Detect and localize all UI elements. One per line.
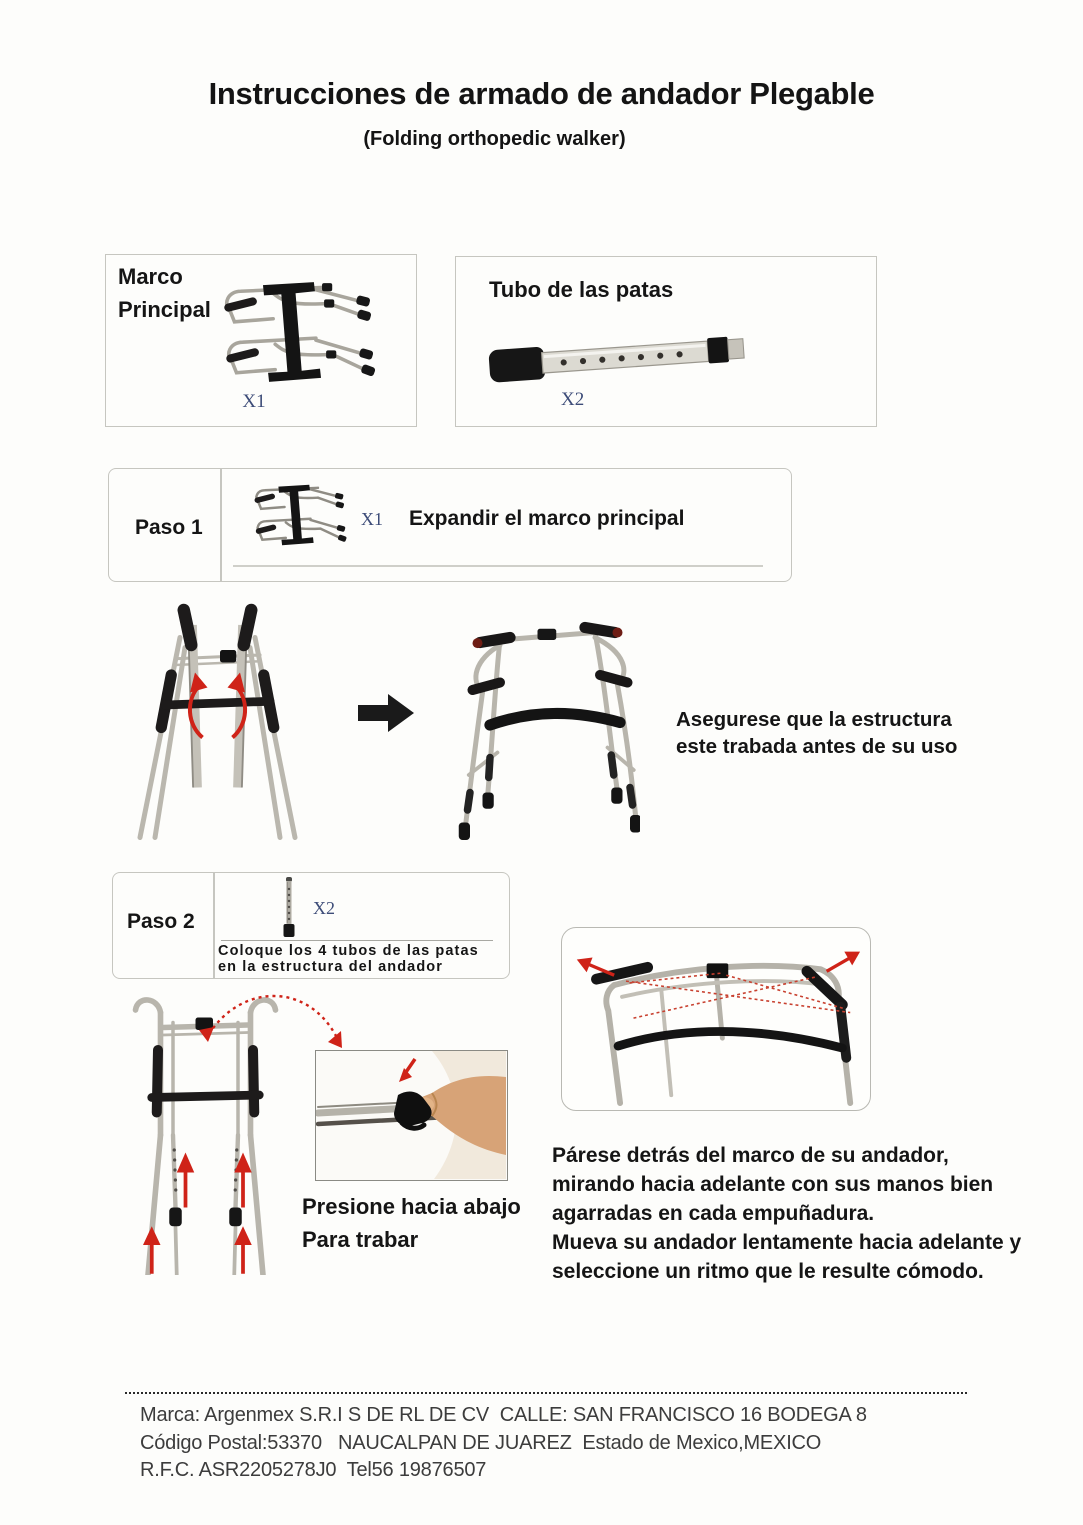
step2-divider [213, 873, 215, 978]
step2-label: Paso 2 [127, 910, 195, 933]
footer-line3: R.F.C. ASR2205278J0 Tel56 19876507 [140, 1459, 487, 1481]
step2-box [112, 872, 510, 979]
leg-tube-image [486, 315, 756, 393]
part-frame-qty: X1 [242, 391, 266, 412]
usage-line4: Mueva su andador lentamente hacia adelante y [552, 1231, 1022, 1254]
right-arrow-icon [358, 692, 414, 734]
expanded-walker-image [445, 610, 640, 855]
step2-instruction [218, 943, 479, 975]
press-caption-line2: Para trabar [302, 1227, 419, 1252]
leg-tube-thumbnail [281, 877, 297, 939]
step1-label: Paso 1 [135, 516, 203, 539]
step1-underline [233, 565, 763, 567]
usage-line2: mirando hacia adelante con sus manos bien [552, 1173, 994, 1196]
folded-frame-image [208, 277, 376, 387]
step1-qty: X1 [361, 509, 383, 529]
step1-frame-thumbnail [245, 481, 347, 549]
page-subtitle: (Folding orthopedic walker) [363, 128, 626, 150]
dotted-arc-arrow-icon [195, 978, 350, 1053]
footer-divider [125, 1392, 967, 1394]
footer-line1: Marca: Argenmex S.R.I S DE RL DE CV CALLE: SAN FRANCISCO 16 BODEGA 8 [140, 1404, 867, 1426]
step2-underline [221, 940, 493, 941]
usage-paragraph [552, 1141, 1021, 1286]
press-caption [302, 1190, 521, 1256]
footer-line2: Código Postal:53370 NAUCALPAN DE JUAREZ Estado de Mexico,MEXICO [140, 1431, 822, 1454]
step1-note-line1: Asegurese que la estructura [676, 708, 952, 731]
step2-qty: X2 [313, 898, 335, 918]
part-leg-tube-qty: X2 [561, 389, 585, 410]
part-leg-tube-label: Tubo de las patas [489, 277, 674, 302]
step2-instruction-line1: Coloque los 4 tubos de las patas [218, 943, 479, 959]
part-box-leg-tube [455, 256, 877, 427]
folded-walker-image [120, 600, 315, 850]
press-caption-line1: Presione hacia abajo [302, 1194, 521, 1219]
part-frame-label: Marco Principal [118, 264, 211, 322]
page-title: Instrucciones de armado de andador Plegable [208, 76, 875, 111]
usage-line3: agarradas en cada empuñadura. [552, 1202, 875, 1225]
footer [140, 1402, 867, 1485]
usage-line5: seleccione un ritmo que le resulte cómodo. [552, 1260, 984, 1283]
part-box-frame [105, 254, 417, 427]
usage-line1: Párese detrás del marco de su andador, [552, 1144, 949, 1167]
step1-note-line2: este trabada antes de su uso [676, 735, 958, 758]
step1-instruction: Expandir el marco principal [409, 507, 685, 530]
step2-instruction-line2: en la estructura del andador [218, 959, 443, 975]
step1-note [676, 706, 957, 760]
press-lock-inset-image [315, 1050, 508, 1181]
frame-top-closeup-image [561, 927, 871, 1111]
step1-divider [220, 469, 222, 581]
step1-box [108, 468, 792, 582]
